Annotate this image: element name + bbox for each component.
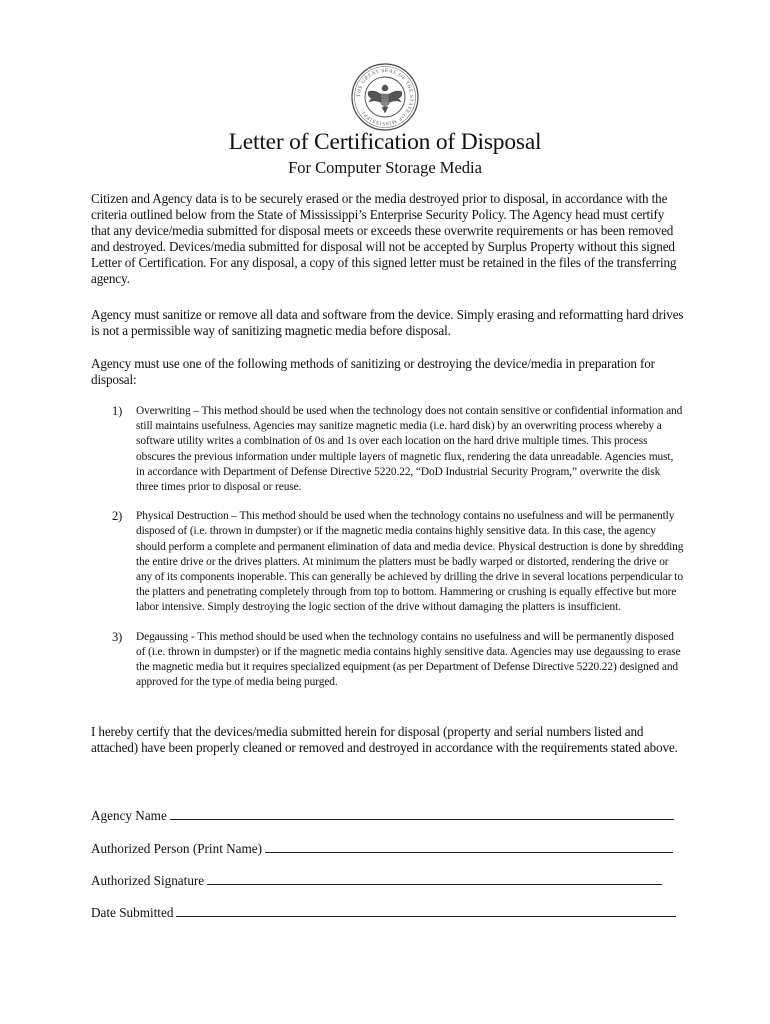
certification-statement: I hereby certify that the devices/media submitted herein for disposal (property and serial numbers listed and attached) have been properly cleaned or removed and destroyed in accordance with the requirements stated above. — [91, 724, 678, 755]
authorized-person-label: Authorized Person (Print Name) — [91, 841, 263, 856]
authorized-person-field[interactable] — [265, 839, 673, 853]
date-submitted-field[interactable] — [176, 903, 676, 917]
document-title: Letter of Certification of Disposal — [228, 129, 542, 155]
state-seal-icon — [351, 63, 419, 131]
method-number: 3) — [112, 629, 123, 644]
authorized-signature-row — [91, 871, 681, 890]
intro-paragraph: Citizen and Agency data is to be securely erased or the media destroyed prior to disposal, in accordance with the criteria outlined below from the State of Mississippi’s Enterprise Security Policy. The Agency head must certify that any device/media submitted for disposal meets or exceeds these overwrite requirements or has been removed and destroyed. Devices/media submitted for disposal will not be accepted by Surplus Property without this signed Letter of Certification. For any disposal, a copy of this signed letter must be retained in the files of the transferring agency. — [91, 191, 677, 286]
method-physical-destruction — [112, 509, 684, 615]
date-submitted-label: Date Submitted — [91, 905, 174, 920]
agency-name-field[interactable] — [170, 806, 674, 820]
authorized-signature-label: Authorized Signature — [91, 873, 205, 888]
method-number: 2) — [112, 509, 123, 524]
method-number: 1) — [112, 404, 123, 418]
method-text: Overwriting – This method should be used when the technology does not contain sensitive or confidential information and still maintains usefulness. Agencies may sanitize magnetic media (i.e. hard disk) by an overwriting process whereby a software utility writes a combination of 0s and 1s over each location on the hard drive multiple times. This process obscures the previous information under multiple layers of magnetic flux, rendering the data unreadable. Agencies must, in accordance with Department of Defense Directive 5220.22, “DoD Industrial Security Program,” overwrite the disk three times prior to disposal or reuse. — [136, 405, 683, 494]
method-text: Physical Destruction – This method should be used when the technology contains no usefulness and will be permanently disposed of (i.e. thrown in dumpster) or if the magnetic media contains highly sensitive data. In this case, the agency should perform a complete and permanent elimination of data and media device. Physical destruction is done by shredding the entire drive or the drives platters. At minimum the platters must be badly warped or distorted, rendering the drive or any of its components inoperable. This can generally be achieved by drilling the drive in several locations perpendicular to the platters and penetrating completely through from top to bottom. Hammering or crushing is equally effective but more labor intensive. Simply destroying the logic section of the drive without damaging the platters is insufficient. — [136, 510, 684, 614]
method-overwriting — [112, 404, 684, 495]
document-subtitle: For Computer Storage Media — [288, 158, 482, 177]
authorized-person-row — [91, 839, 681, 858]
methods-intro-paragraph: Agency must use one of the following methods of sanitizing or destroying the device/media in preparation for disposal: — [91, 356, 655, 387]
sanitization-methods-list — [112, 404, 684, 690]
authorized-signature-field[interactable] — [207, 871, 662, 885]
agency-name-label: Agency Name — [91, 808, 167, 823]
agency-name-row — [91, 806, 681, 825]
method-degaussing — [112, 630, 684, 691]
date-submitted-row — [91, 903, 681, 922]
sanitize-requirement-paragraph: Agency must sanitize or remove all data and software from the device. Simply erasing and reformatting hard drives is not a permissible way of sanitizing magnetic media before disposal. — [91, 307, 684, 338]
seal-text: THE GREAT SEAL OF THE STATE OF MISSISSIPPI — [355, 67, 415, 127]
method-text: Degaussing - This method should be used when the technology contains no usefulness and will be permanently disposed of (i.e. thrown in dumpster) or if the magnetic media contains highly sensitive data. Agencies may use degaussing to erase the magnetic media but it requires specialized equipment (as per Department of Defense Directive 5220.22) designed and approved for the type of media being purged. — [136, 630, 681, 689]
